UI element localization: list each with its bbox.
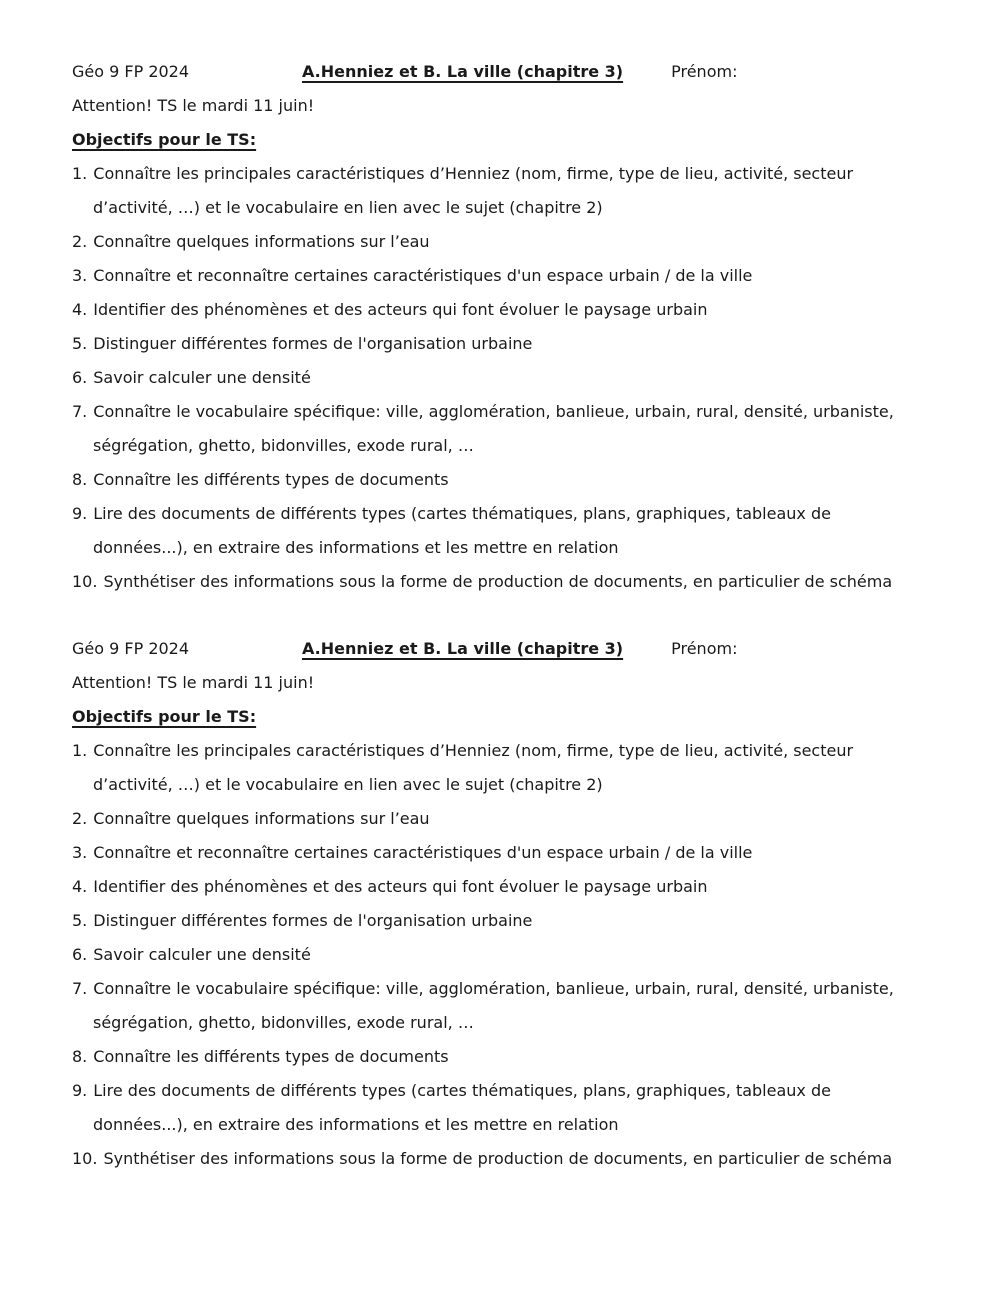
objective-number: 1.: [72, 164, 88, 183]
objectives-heading-row: [72, 123, 930, 157]
course-code: Géo 9 FP 2024: [72, 62, 190, 81]
objective-text: Lire des documents de différents types (cartes thématiques, plans, graphiques, tableaux de données...), en extraire des informations et les mettre en relation: [93, 1081, 831, 1134]
header-row: [72, 55, 930, 89]
objective-item: [72, 1040, 930, 1074]
objective-item: [72, 1074, 930, 1142]
worksheet-section-2: [72, 632, 930, 1176]
prenom-label: Prénom:: [671, 639, 738, 658]
objective-number: 8.: [72, 470, 88, 489]
objective-number: 10.: [72, 1149, 98, 1168]
objectives-heading: Objectifs pour le TS:: [72, 707, 257, 726]
objective-number: 2.: [72, 809, 88, 828]
objective-number: 6.: [72, 945, 88, 964]
objective-number: 4.: [72, 300, 88, 319]
worksheet-section-1: [72, 55, 930, 599]
objective-text: Identifier des phénomènes et des acteurs qui font évoluer le paysage urbain: [93, 877, 708, 896]
objective-text: Connaître les différents types de documents: [93, 470, 449, 489]
objective-number: 6.: [72, 368, 88, 387]
objective-item: [72, 395, 930, 463]
objective-text: Connaître quelques informations sur l’eau: [93, 809, 430, 828]
objective-text: Savoir calculer une densité: [93, 945, 311, 964]
objective-text: Identifier des phénomènes et des acteurs qui font évoluer le paysage urbain: [93, 300, 708, 319]
objective-number: 9.: [72, 1081, 88, 1100]
objective-number: 9.: [72, 504, 88, 523]
objective-number: 3.: [72, 843, 88, 862]
objective-item: [72, 870, 930, 904]
objective-text: Connaître et reconnaître certaines caractéristiques d'un espace urbain / de la ville: [93, 266, 753, 285]
objective-text: Lire des documents de différents types (cartes thématiques, plans, graphiques, tableaux de données...), en extraire des informations et les mettre en relation: [93, 504, 831, 557]
objectives-list: [72, 734, 930, 1176]
objective-item: [72, 565, 930, 599]
objective-item: [72, 497, 930, 565]
prenom-label: Prénom:: [671, 62, 738, 81]
objective-item: [72, 157, 930, 225]
objective-item: [72, 904, 930, 938]
attention-line: Attention! TS le mardi 11 juin!: [72, 96, 315, 115]
objective-item: [72, 259, 930, 293]
objective-text: Savoir calculer une densité: [93, 368, 311, 387]
objective-text: Connaître le vocabulaire spécifique: ville, agglomération, banlieue, urbain, rural, densité, urbaniste, ségrégation, ghetto, bidonvilles, exode rural, …: [93, 979, 894, 1032]
objective-number: 10.: [72, 572, 98, 591]
objective-number: 7.: [72, 979, 88, 998]
course-code: Géo 9 FP 2024: [72, 639, 190, 658]
objective-text: Connaître quelques informations sur l’eau: [93, 232, 430, 251]
document-title: A.Henniez et B. La ville (chapitre 3): [302, 639, 624, 658]
objective-item: [72, 1142, 930, 1176]
objective-number: 8.: [72, 1047, 88, 1066]
objective-number: 1.: [72, 741, 88, 760]
objective-text: Connaître les différents types de documents: [93, 1047, 449, 1066]
objectives-list: [72, 157, 930, 599]
objective-item: [72, 802, 930, 836]
objective-item: [72, 972, 930, 1040]
objective-item: [72, 225, 930, 259]
objectives-heading-row: [72, 700, 930, 734]
attention-line: Attention! TS le mardi 11 juin!: [72, 673, 315, 692]
objective-number: 5.: [72, 334, 88, 353]
objective-text: Synthétiser des informations sous la forme de production de documents, en particulier de schéma: [103, 1149, 893, 1168]
objective-text: Connaître les principales caractéristiques d’Henniez (nom, firme, type de lieu, activité, secteur d’activité, …) et le vocabulaire en lien avec le sujet (chapitre 2): [93, 741, 854, 794]
objective-number: 2.: [72, 232, 88, 251]
document-title: A.Henniez et B. La ville (chapitre 3): [302, 62, 624, 81]
objective-number: 3.: [72, 266, 88, 285]
objective-item: [72, 361, 930, 395]
header-row: [72, 632, 930, 666]
objective-item: [72, 463, 930, 497]
objective-text: Connaître le vocabulaire spécifique: ville, agglomération, banlieue, urbain, rural, densité, urbaniste, ségrégation, ghetto, bidonvilles, exode rural, …: [93, 402, 894, 455]
objective-item: [72, 938, 930, 972]
objective-item: [72, 327, 930, 361]
objective-text: Distinguer différentes formes de l'organisation urbaine: [93, 911, 533, 930]
objective-text: Connaître les principales caractéristiques d’Henniez (nom, firme, type de lieu, activité, secteur d’activité, …) et le vocabulaire en lien avec le sujet (chapitre 2): [93, 164, 854, 217]
objective-number: 7.: [72, 402, 88, 421]
objectives-heading: Objectifs pour le TS:: [72, 130, 257, 149]
objective-text: Distinguer différentes formes de l'organisation urbaine: [93, 334, 533, 353]
objective-number: 5.: [72, 911, 88, 930]
objective-number: 4.: [72, 877, 88, 896]
objective-item: [72, 293, 930, 327]
objective-item: [72, 734, 930, 802]
objective-item: [72, 836, 930, 870]
objective-text: Synthétiser des informations sous la forme de production de documents, en particulier de schéma: [103, 572, 893, 591]
objective-text: Connaître et reconnaître certaines caractéristiques d'un espace urbain / de la ville: [93, 843, 753, 862]
